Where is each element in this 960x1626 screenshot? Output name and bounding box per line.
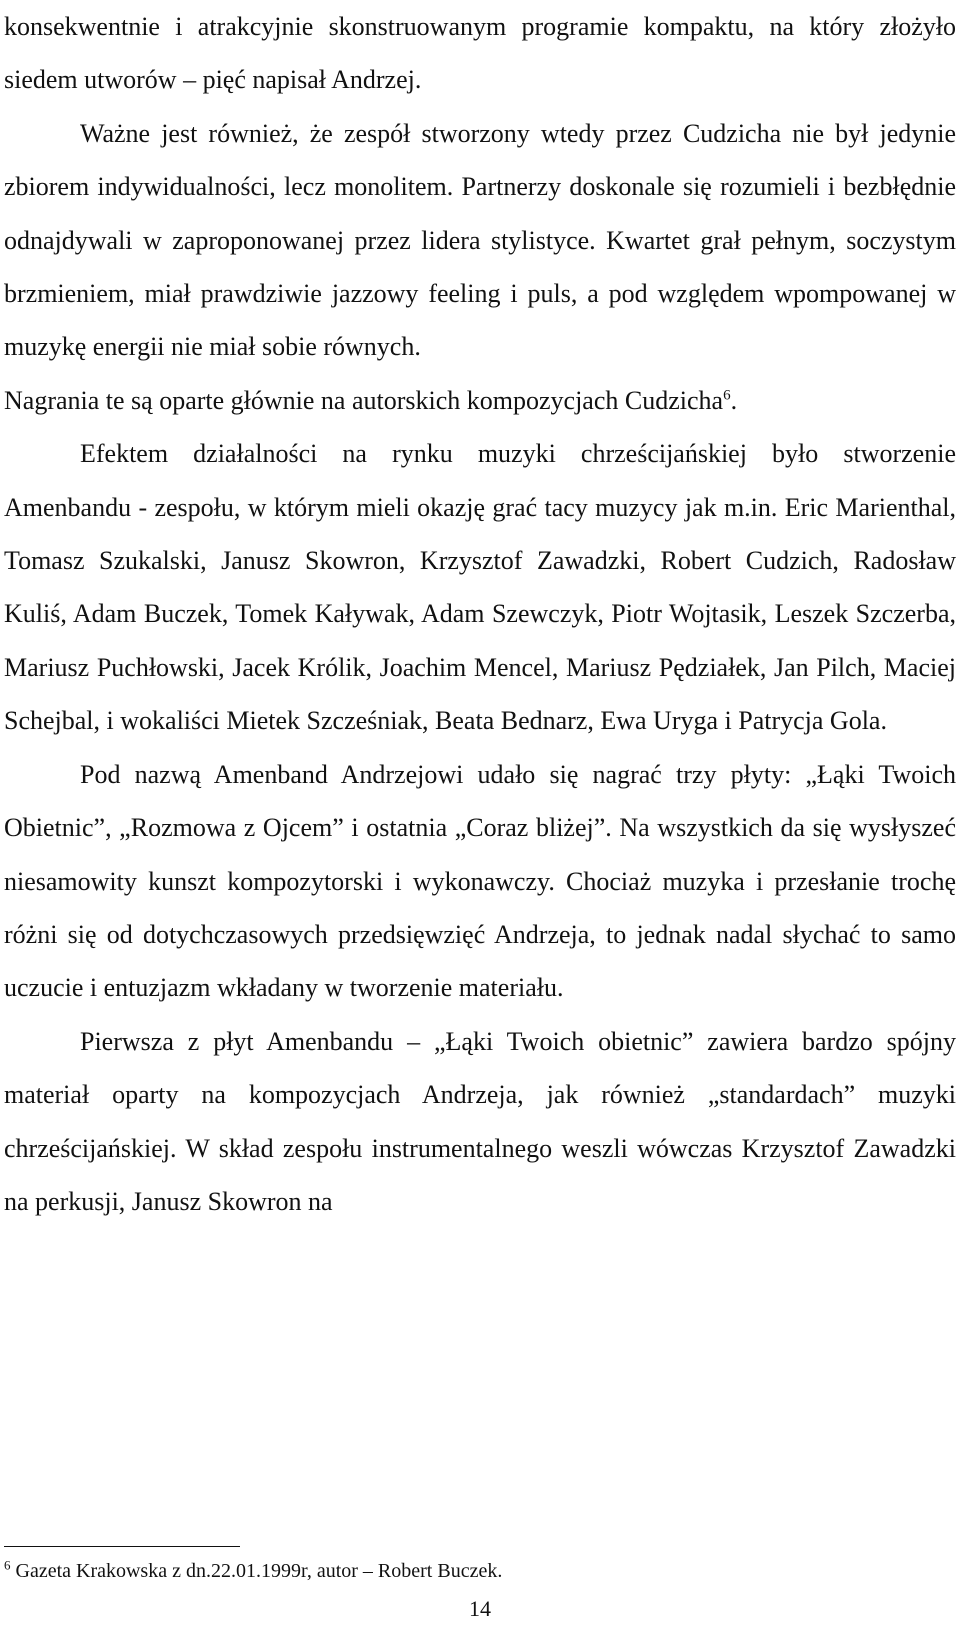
paragraph-5: Pod nazwą Amenband Andrzejowi udało się nagrać trzy płyty: „Łąki Twoich Obietnic”, „Rozmowa z Ojcem” i ostatnia „Coraz bliżej”. Na wszystkich da się wysłyszeć niesamowity kunszt kompozytorski i wykonawczy. Chociaż muzyka i przesłanie trochę różni się od dotychczasowych przedsięwzięć Andrzeja, to jednak nadal słychać to samo uczucie i entuzjazm wkładany w tworzenie materiału. xyxy=(4,759,956,1003)
paragraph-3-end: . xyxy=(730,385,738,415)
footnote-separator xyxy=(4,1546,240,1547)
page-number: 14 xyxy=(469,1596,491,1621)
paragraph-3 xyxy=(4,374,956,427)
footnote-text: Gazeta Krakowska z dn.22.01.1999r, autor – Robert Buczek. xyxy=(10,1560,503,1582)
body-text xyxy=(4,0,956,1228)
footnote-reference[interactable]: 6 xyxy=(723,387,731,404)
document-page xyxy=(4,0,956,1626)
paragraph-1: konsekwentnie i atrakcyjnie skonstruowanym programie kompaktu, na który złożyło siedem utworów – pięć napisał Andrzej. xyxy=(4,12,956,95)
footnote-marker: 6 xyxy=(4,1557,11,1573)
footnote xyxy=(4,1558,502,1584)
paragraph-2: Ważne jest również, że zespół stworzony wtedy przez Cudzicha nie był jedynie zbiorem indywidualności, lecz monolitem. Partnerzy doskonale się rozumieli i bezbłędnie odnajdywali w zaproponowanej przez lidera stylistyce. Kwartet grał pełnym, soczystym brzmieniem, miał prawdziwie jazzowy feeling i puls, a pod względem wpompowanej w muzykę energii nie miał sobie równych. xyxy=(4,118,956,362)
paragraph-3-text: Nagrania te są oparte głównie na autorskich kompozycjach Cudzicha xyxy=(4,385,724,415)
paragraph-6: Pierwsza z płyt Amenbandu – „Łąki Twoich obietnic” zawiera bardzo spójny materiał oparty na kompozycjach Andrzeja, jak również „standardach” muzyki chrześcijańskiej. W skład zespołu instrumentalnego weszli wówczas Krzysztof Zawadzki na perkusji, Janusz Skowron na xyxy=(4,1026,956,1216)
paragraph-4: Efektem działalności na rynku muzyki chrześcijańskiej było stworzenie Amenbandu - zespołu, w którym mieli okazję grać tacy muzycy jak m.in. Eric Marienthal, Tomasz Szukalski, Janusz Skowron, Krzysztof Zawadzki, Robert Cudzich, Radosław Kuliś, Adam Buczek, Tomek Kaływak, Adam Szewczyk, Piotr Wojtasik, Leszek Szczerba, Mariusz Puchłowski, Jacek Królik, Joachim Mencel, Mariusz Pędziałek, Jan Pilch, Maciej Schejbal, i wokaliści Mietek Szcześniak, Beata Bednarz, Ewa Uryga i Patrycja Gola. xyxy=(4,439,956,736)
